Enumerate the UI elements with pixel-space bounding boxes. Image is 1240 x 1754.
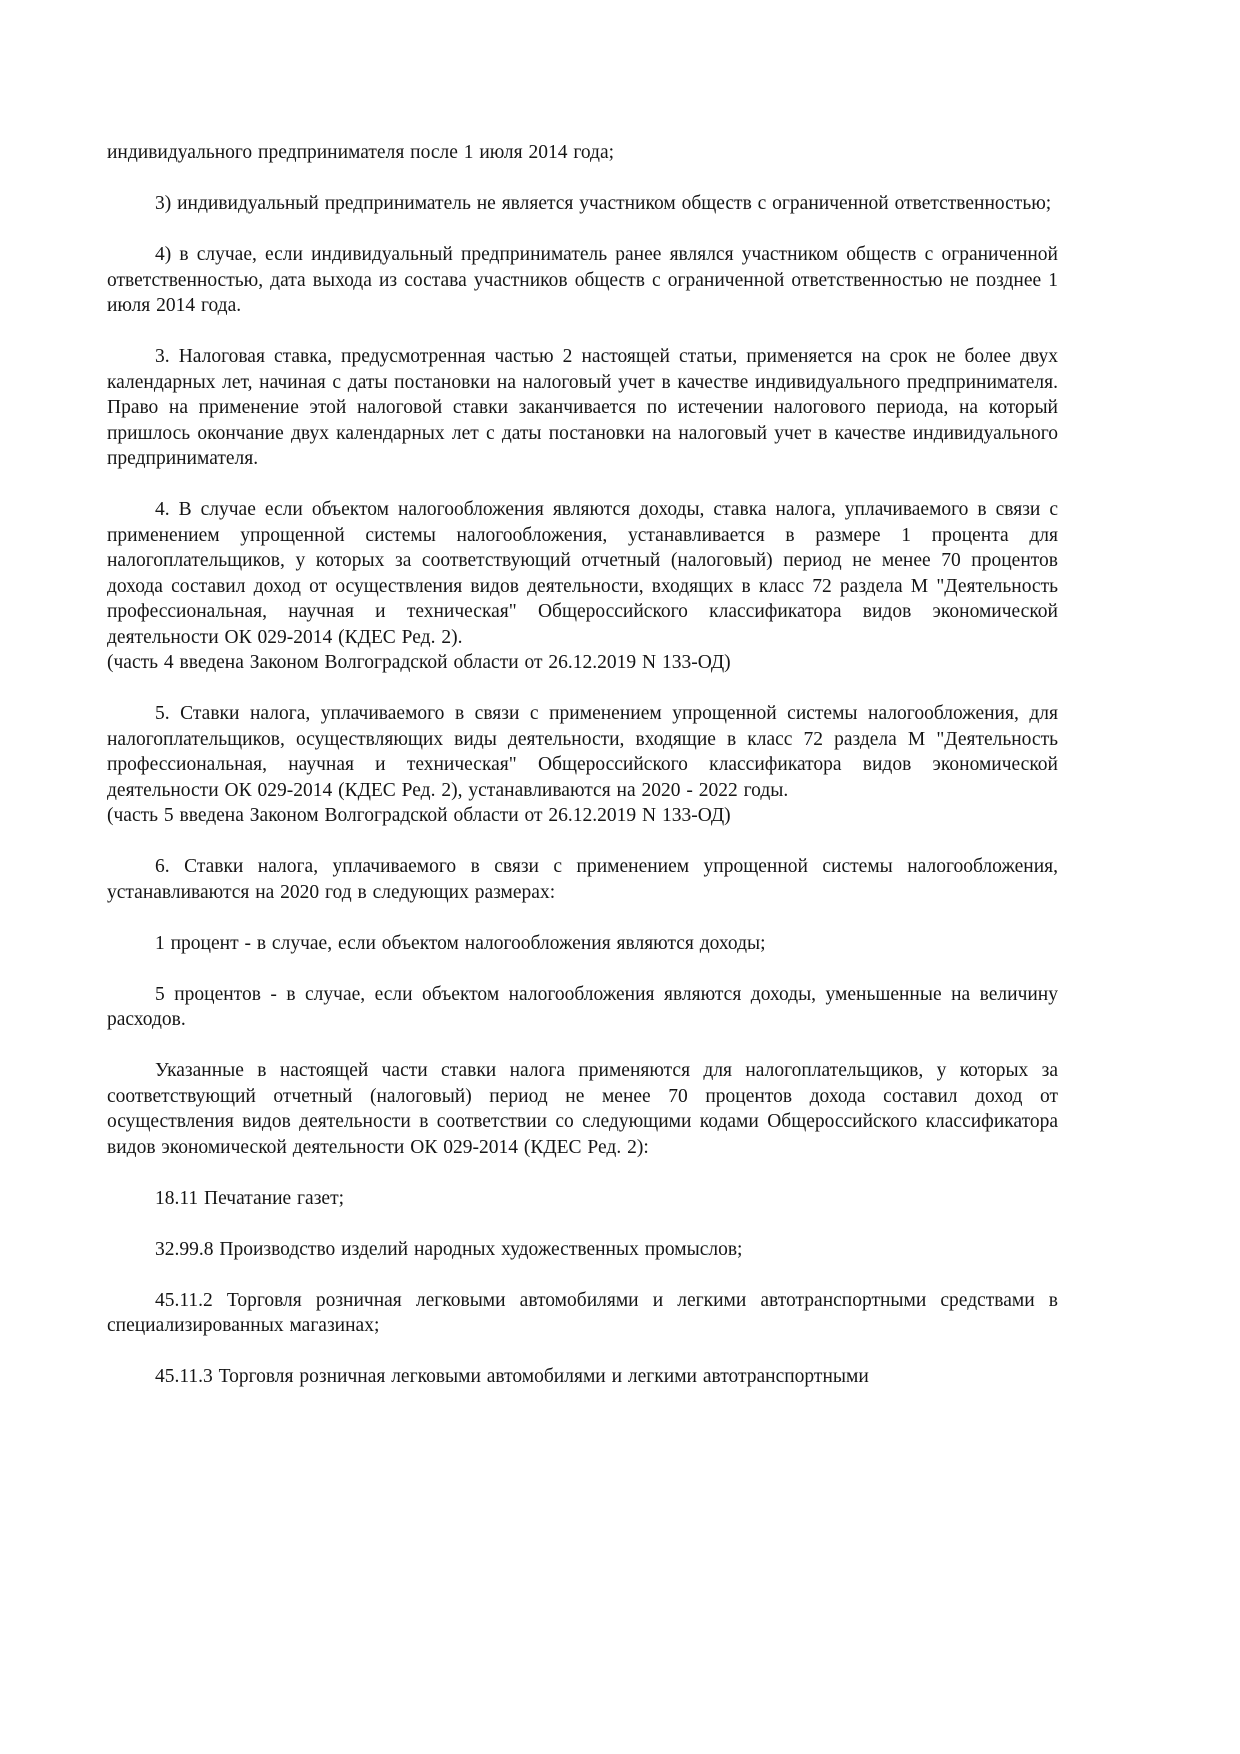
paragraph-continuation: индивидуального предпринимателя после 1 июля 2014 года;	[107, 142, 615, 163]
paragraph-code-32-99-8: 32.99.8 Производство изделий народных художественных промыслов;	[155, 1238, 743, 1260]
paragraph-item-3: 3) индивидуальный предприниматель не является участником обществ с ограниченной ответственностью;	[155, 193, 1052, 214]
paragraph-rates-conditions: Указанные в настоящей части ставки налога применяются для налогоплательщиков, у которых за соответствующий отчетный (налоговый) период не менее 70 процентов дохода составил доход от осуществления видов деятельности в соответствии со следующими кодами Общероссийского классификатора видов экономической деятельности ОК 029-2014 (КДЕС Ред. 2):	[107, 1060, 1058, 1158]
paragraph-part-4: 4. В случае если объектом налогообложения являются доходы, ставка налога, уплачиваемого в связи с применением упрощенной системы налогообложения, устанавливается в размере 1 процента для налогоплательщиков, у которых за соответствующий отчетный (налоговый) период не менее 70 процентов дохода составил доход от осуществления видов деятельности, входящих в класс 72 раздела M "Деятельность профессиональная, научная и техническая" Общероссийского классификатора видов экономической деятельности ОК 029-2014 (КДЕС Ред. 2).	[107, 499, 1058, 648]
paragraph-code-45-11-2: 45.11.2 Торговля розничная легковыми автомобилями и легкими автотранспортными средствами в специализированных магазинах;	[107, 1289, 1058, 1336]
paragraph-note-part-5: (часть 5 введена Законом Волгоградской области от 26.12.2019 N 133-ОД)	[107, 805, 731, 826]
paragraph-part-5: 5. Ставки налога, уплачиваемого в связи с применением упрощенной системы налогообложения, для налогоплательщиков, осуществляющих виды деятельности, входящие в класс 72 раздела M "Деятельность профессиональная, научная и техническая" Общероссийского классификатора видов экономической деятельности ОК 029-2014 (КДЕС Ред. 2), устанавливаются на 2020 - 2022 годы.	[107, 703, 1058, 801]
paragraph-code-18-11: 18.11 Печатание газет;	[155, 1187, 345, 1209]
paragraph-rate-5-percent: 5 процентов - в случае, если объектом налогообложения являются доходы, уменьшенные на величину расходов.	[107, 983, 1058, 1030]
paragraph-item-4: 4) в случае, если индивидуальный предприниматель ранее являлся участником обществ с ограниченной ответственностью, дата выхода из состава участников обществ с ограниченной ответственностью не позднее 1 июля 2014 года.	[107, 244, 1058, 316]
paragraph-code-45-11-3: 45.11.3 Торговля розничная легковыми автомобилями и легкими автотранспортными	[155, 1366, 869, 1387]
paragraph-part-3: 3. Налоговая ставка, предусмотренная частью 2 настоящей статьи, применяется на срок не более двух календарных лет, начиная с даты постановки на налоговый учет в качестве индивидуального предпринимателя. Право на применение этой налоговой ставки заканчивается по истечении налогового периода, на который пришлось окончание двух календарных лет с даты постановки на налоговый учет в качестве индивидуального предпринимателя.	[107, 346, 1058, 469]
paragraph-rate-1-percent: 1 процент - в случае, если объектом налогообложения являются доходы;	[155, 932, 766, 954]
paragraph-note-part-4: (часть 4 введена Законом Волгоградской области от 26.12.2019 N 133-ОД)	[107, 652, 731, 673]
paragraph-part-6: 6. Ставки налога, уплачиваемого в связи с применением упрощенной системы налогообложения, устанавливаются на 2020 год в следующих размерах:	[107, 856, 1058, 903]
document-body	[107, 140, 1058, 1390]
